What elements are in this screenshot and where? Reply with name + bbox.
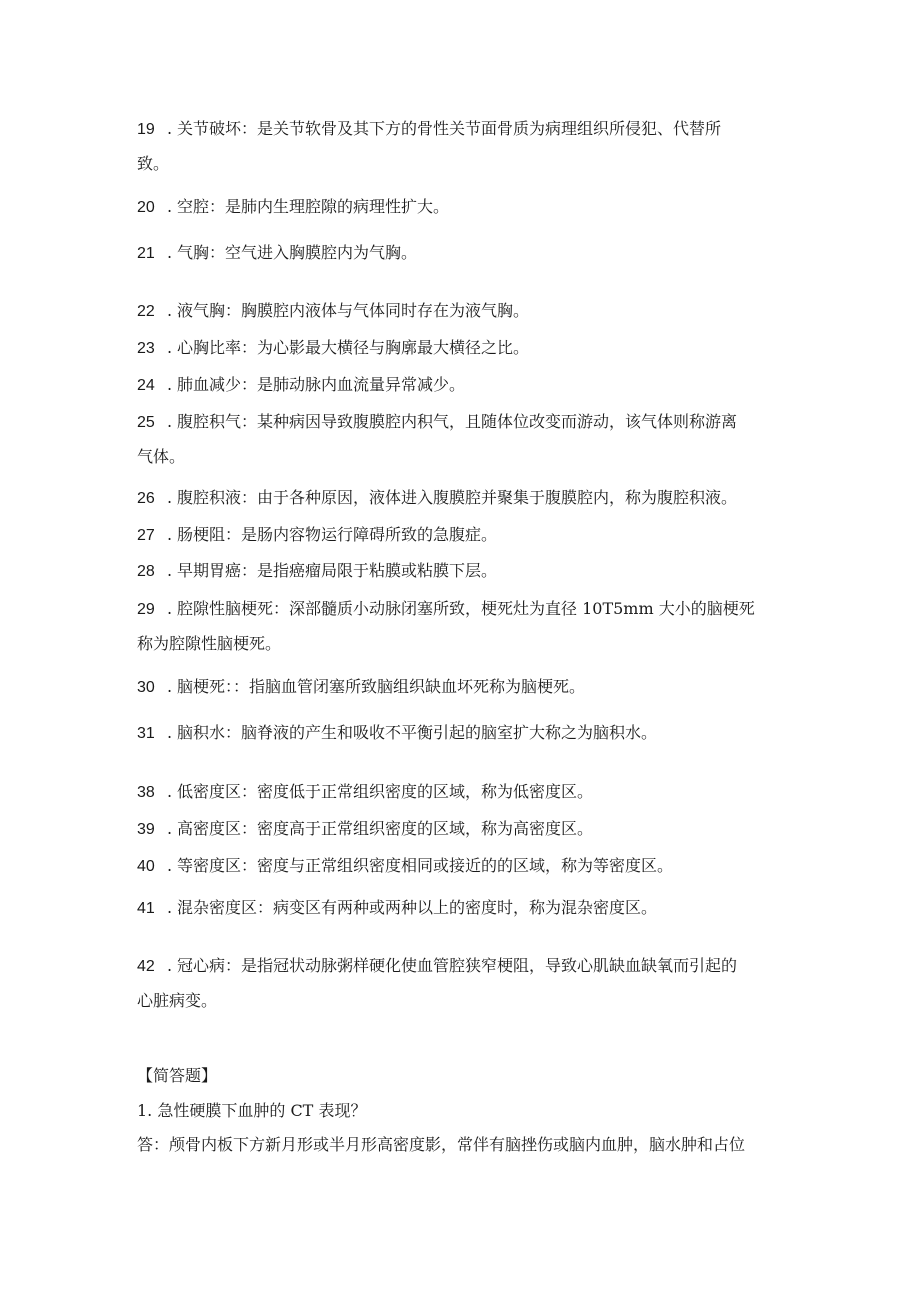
item-text: 心胸比率：为心影最大横径与胸廓最大横径之比。 [177, 338, 530, 357]
item-number: 24 [137, 377, 155, 394]
item-number: 28 [137, 563, 155, 580]
list-item: 23 . 心胸比率：为心影最大横径与胸廓最大横径之比。 [137, 331, 787, 366]
list-item: 29 . 腔隙性脑梗死：深部髓质小动脉闭塞所致，梗死灶为直径 10T5mm 大小的脑梗死 称为腔隙性脑梗死。 [137, 592, 787, 661]
item-number: 39 [137, 821, 155, 838]
list-item: 19 . 关节破坏：是关节软骨及其下方的骨性关节面骨质为病理组织所侵犯、代替所 致。 [137, 112, 787, 181]
list-item: 38 . 低密度区：密度低于正常组织密度的区域，称为低密度区。 [137, 775, 787, 810]
item-number: 41 [137, 900, 155, 917]
list-item: 20 . 空腔：是肺内生理腔隙的病理性扩大。 [137, 190, 787, 225]
item-text: 液气胸：胸膜腔内液体与气体同时存在为液气胸。 [177, 301, 530, 320]
item-continuation: 心脏病变。 [137, 991, 218, 1010]
list-item: 26 . 腹腔积液：由于各种原因，液体进入腹膜腔并聚集于腹膜腔内，称为腹腔积液。 [137, 481, 787, 516]
answer: 答：颅骨内板下方新月形或半月形高密度影，常伴有脑挫伤或脑内血肿，脑水肿和占位 [137, 1135, 746, 1154]
item-text: 腔隙性脑梗死：深部髓质小动脉闭塞所致，梗死灶为直径 10T5mm 大小的脑梗死 [177, 599, 755, 618]
item-number: 29 [137, 601, 155, 618]
list-item: 24 . 肺血减少：是肺动脉内血流量异常减少。 [137, 368, 787, 403]
item-number: 22 [137, 303, 155, 320]
item-text: 脑梗死：：指脑血管闭塞所致脑组织缺血坏死称为脑梗死。 [177, 677, 586, 696]
item-text: 空腔：是肺内生理腔隙的病理性扩大。 [177, 197, 450, 216]
item-number: 38 [137, 784, 155, 801]
question: 1. 急性硬膜下血肿的 CT 表现？ [137, 1101, 367, 1120]
item-continuation: 气体。 [137, 447, 186, 466]
item-number: 20 [137, 199, 155, 216]
item-text: 高密度区：密度高于正常组织密度的区域，称为高密度区。 [177, 819, 594, 838]
item-number: 42 [137, 958, 155, 975]
list-item: 28 . 早期胃癌：是指癌瘤局限于粘膜或粘膜下层。 [137, 554, 787, 589]
item-text: 肠梗阻：是肠内容物运行障碍所致的急腹症。 [177, 525, 498, 544]
item-number: 25 [137, 414, 155, 431]
item-text: 早期胃癌：是指癌瘤局限于粘膜或粘膜下层。 [177, 561, 498, 580]
item-text: 等密度区：密度与正常组织密度相同或接近的的区域，称为等密度区。 [177, 856, 674, 875]
list-item: 21 . 气胸：空气进入胸膜腔内为气胸。 [137, 236, 787, 271]
section-heading: 【简答题】 [137, 1066, 218, 1085]
item-number: 31 [137, 725, 155, 742]
item-number: 26 [137, 490, 155, 507]
item-number: 27 [137, 527, 155, 544]
item-text: 腹腔积气：某种病因导致腹膜腔内积气，且随体位改变而游动，该气体则称游离 [177, 412, 738, 431]
item-text: 混杂密度区：病变区有两种或两种以上的密度时，称为混杂密度区。 [177, 898, 658, 917]
list-item: 41 . 混杂密度区：病变区有两种或两种以上的密度时，称为混杂密度区。 [137, 891, 787, 926]
list-item: 40 . 等密度区：密度与正常组织密度相同或接近的的区域，称为等密度区。 [137, 849, 787, 884]
list-item: 42 . 冠心病：是指冠状动脉粥样硬化使血管腔狭窄梗阻，导致心肌缺血缺氧而引起的 心脏病变。 [137, 949, 787, 1018]
item-text: 气胸：空气进入胸膜腔内为气胸。 [177, 243, 418, 262]
item-continuation: 称为腔隙性脑梗死。 [137, 634, 282, 653]
item-text: 冠心病：是指冠状动脉粥样硬化使血管腔狭窄梗阻，导致心肌缺血缺氧而引起的 [177, 956, 738, 975]
list-item: 22 . 液气胸：胸膜腔内液体与气体同时存在为液气胸。 [137, 294, 787, 329]
item-continuation: 致。 [137, 154, 170, 173]
item-text: 关节破坏：是关节软骨及其下方的骨性关节面骨质为病理组织所侵犯、代替所 [177, 119, 722, 138]
item-number: 19 [137, 121, 155, 138]
item-text: 低密度区：密度低于正常组织密度的区域，称为低密度区。 [177, 782, 594, 801]
list-item: 31 . 脑积水：脑脊液的产生和吸收不平衡引起的脑室扩大称之为脑积水。 [137, 716, 787, 751]
item-number: 30 [137, 679, 155, 696]
item-number: 23 [137, 340, 155, 357]
list-item: 39 . 高密度区：密度高于正常组织密度的区域，称为高密度区。 [137, 812, 787, 847]
item-text: 腹腔积液：由于各种原因，液体进入腹膜腔并聚集于腹膜腔内，称为腹腔积液。 [177, 488, 738, 507]
list-item: 30 . 脑梗死：：指脑血管闭塞所致脑组织缺血坏死称为脑梗死。 [137, 670, 787, 705]
list-item: 25 . 腹腔积气：某种病因导致腹膜腔内积气，且随体位改变而游动，该气体则称游离 气体。 [137, 405, 787, 474]
item-number: 21 [137, 245, 155, 262]
list-item: 27 . 肠梗阻：是肠内容物运行障碍所致的急腹症。 [137, 518, 787, 553]
item-text: 脑积水：脑脊液的产生和吸收不平衡引起的脑室扩大称之为脑积水。 [177, 723, 658, 742]
item-number: 40 [137, 858, 155, 875]
item-text: 肺血减少：是肺动脉内血流量异常减少。 [177, 375, 466, 394]
